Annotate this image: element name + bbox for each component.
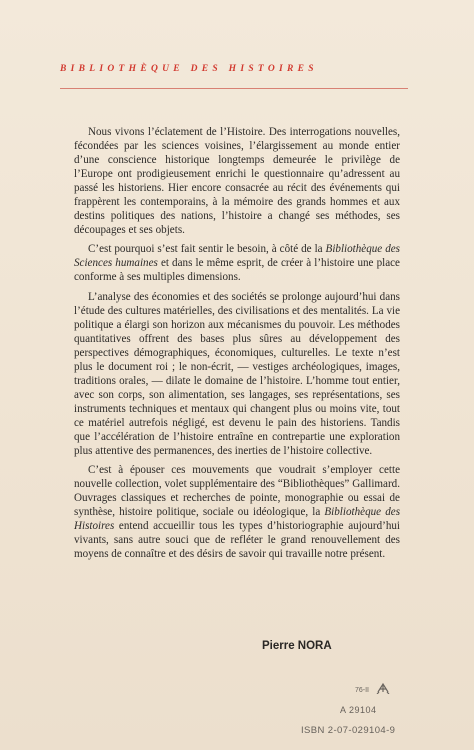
paragraph-2: [74, 242, 400, 284]
paragraph-2-text-b: et dans le même esprit, de créer à l’histoire une place conforme à ses multiples dimensions.: [74, 257, 400, 284]
paragraph-4-text-a: C’est à épouser ces mouvements que voudrait s’employer cette nouvelle collection, volet supplémentaire des “Bibliothèques” Gallimard. Ouvrages classiques et recherches de pointe, monographie ou essai de synthèse, histoire politique, sociale ou idéologique, la: [74, 464, 400, 519]
paragraph-1: Nous vivons l’éclatement de l’Histoire. Des interrogations nouvelles, fécondées par les sciences voisines, l’élargissement au monde entier d’une conscience historique longtemps demeurée le privilège de l’Europe ont prodigieusement enrichi le questionnaire qu’adressent au passé les historiens. Hier encore consacrée au récit des événements qui frappèrent les contemporains, à la mémoire des grands hommes et aux destins politiques des nations, l’histoire a changé ses méthodes, ses découpages et ses objets.: [74, 126, 400, 237]
publisher-logo-icon: [376, 682, 390, 694]
title-rule: [60, 88, 408, 89]
print-code: 76-II: [355, 687, 370, 694]
isbn: ISBN 2-07-029104-9: [301, 725, 396, 736]
paragraph-4-italic: Bibliothèque des Histoires: [74, 506, 401, 533]
paragraph-3: L’analyse des économies et des sociétés se prolonge aujourd’hui dans l’étude des cultures matérielles, des civilisations et des mentalités. La vie politique a élargi son horizon aux mécanismes du pouvoir. Les méthodes quantitatives offrent des bases plus sûres au développement des perspectives démographiques, économiques, culturelles. Le texte n’est plus le document roi ; le non-écrit, — vestiges archéologiques, images, traditions orales, — dilate le domaine de l’histoire. L’homme tout entier, avec son corps, son alimentation, ses langages, ses représentations, ses instruments techniques et mentaux qui changent plus ou moins vite, tout ce matériel autrefois négligé, est devenu le pain des historiens. Tandis que l’accélération de l’histoire entraîne en contrepartie une exploration plus attentive des permanences, des inerties de l’histoire collective.: [74, 290, 400, 458]
series-title: BIBLIOTHÈQUE DES HISTOIRES: [60, 64, 318, 74]
paragraph-2-italic: Bibliothèque des Sciences humaines: [74, 243, 400, 270]
catalog-number: A 29104: [340, 705, 377, 715]
paragraph-2-text-a: C’est pourquoi s’est fait sentir le besoin, à côté de la: [88, 243, 326, 256]
paragraph-4-text-b: entend accueillir tous les types d’historiographie aujourd’hui vivants, sans autre souci que de refléter le grand renouvellement des moyens de connaître et des désirs de savoir qui travaille notre présent.: [74, 520, 400, 561]
paragraph-4: [74, 463, 400, 561]
author-signature: Pierre NORA: [262, 640, 332, 652]
description-text: [74, 125, 400, 566]
